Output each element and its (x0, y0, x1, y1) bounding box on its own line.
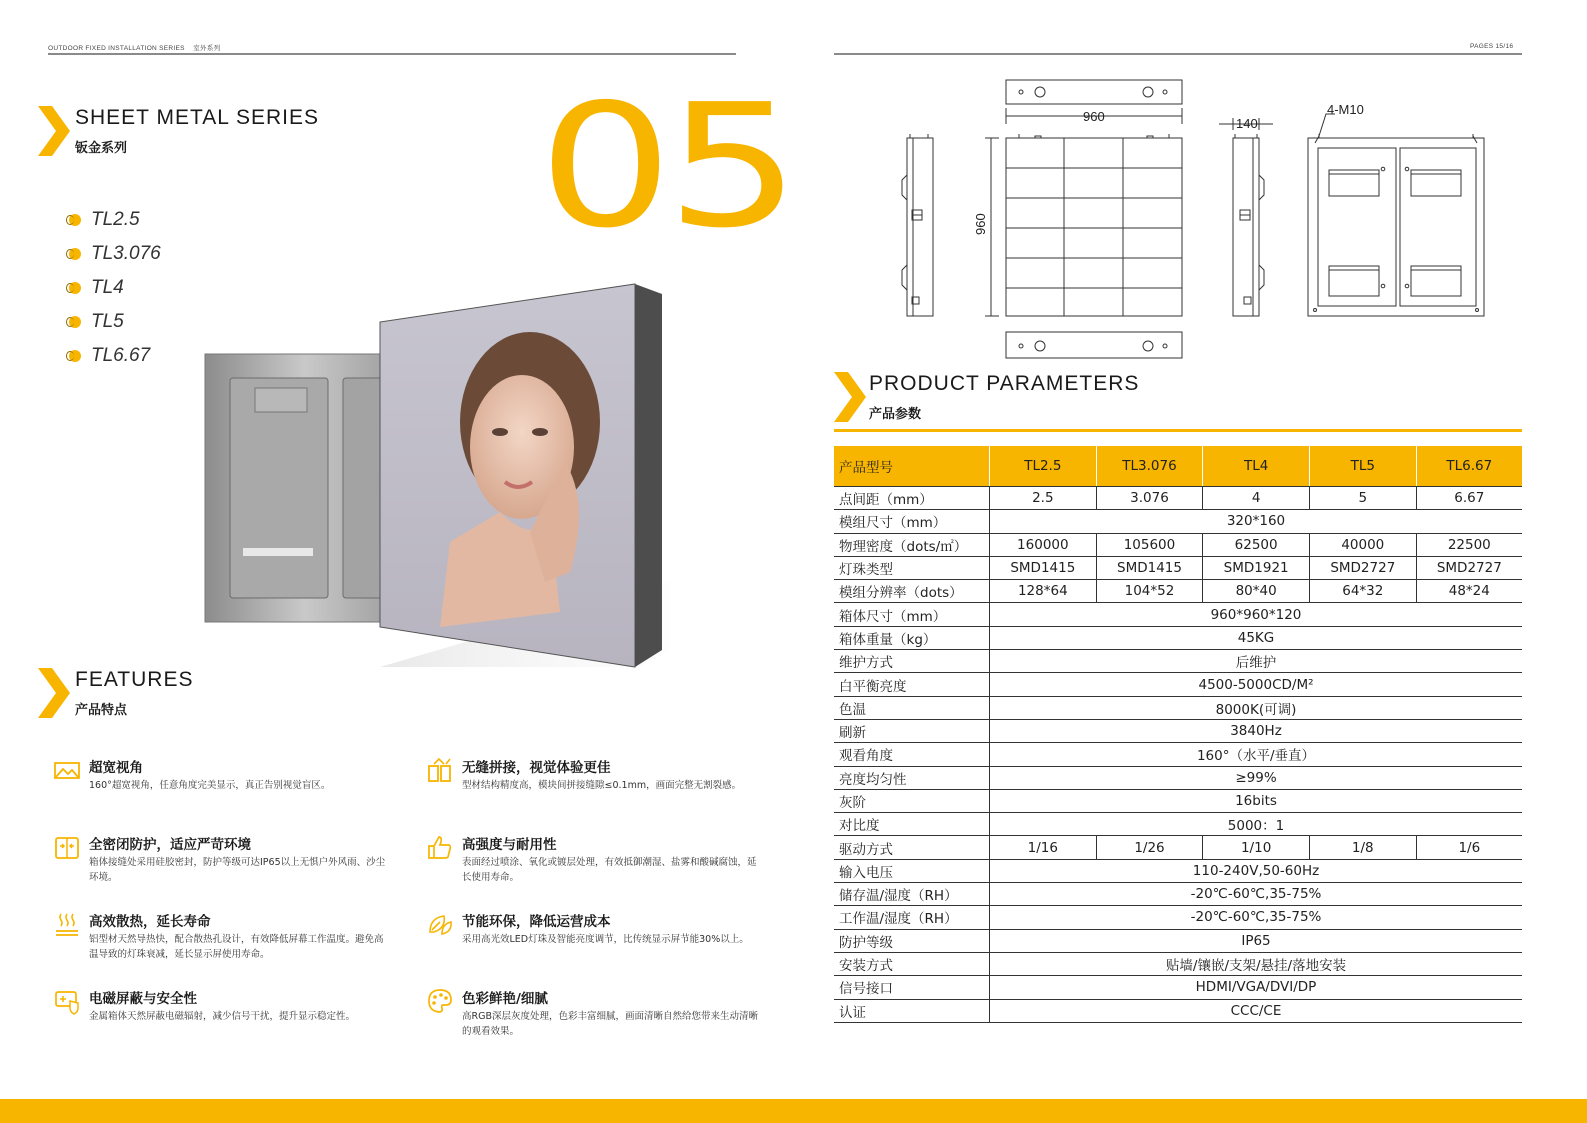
row-value: CCC/CE (990, 999, 1523, 1022)
model-list-item: TL4 (69, 277, 124, 299)
sealed-box-icon (53, 833, 81, 861)
table-row (834, 719, 1522, 742)
feature-item (426, 987, 766, 1037)
feature-title: 节能环保，降低运营成本 (462, 914, 611, 930)
row-value: 6.67 (1416, 487, 1522, 510)
row-value: 320*160 (990, 510, 1523, 533)
row-label: 物理密度（dots/㎡） (834, 533, 990, 556)
feature-title: 高强度与耐用性 (462, 837, 557, 853)
feature-item (426, 833, 766, 883)
row-value: IP65 (990, 929, 1523, 952)
header-model-cell: TL6.67 (1416, 446, 1522, 487)
bullet-icon (69, 350, 81, 362)
product-cabinet-image (200, 282, 670, 672)
table-row (834, 929, 1522, 952)
feature-title: 高效散热，延长寿命 (89, 914, 211, 930)
top-view (1006, 80, 1182, 104)
row-value: -20℃-60℃,35-75% (990, 906, 1523, 929)
row-value: 1/26 (1096, 836, 1203, 859)
row-value: 16bits (990, 789, 1523, 812)
seamless-splice-icon (426, 756, 454, 784)
table-row (834, 976, 1522, 999)
table-row (834, 952, 1522, 975)
row-label: 亮度均匀性 (834, 766, 990, 789)
table-row (834, 906, 1522, 929)
row-label: 认证 (834, 999, 990, 1022)
row-value: 160000 (990, 533, 1097, 556)
row-value: 3.076 (1096, 487, 1203, 510)
row-label: 模组尺寸（mm） (834, 510, 990, 533)
chevron-icon (834, 372, 866, 422)
technical-drawing (895, 70, 1495, 365)
row-value: 1/8 (1309, 836, 1416, 859)
row-value: SMD1415 (1096, 556, 1203, 579)
header-model-cell: TL2.5 (990, 446, 1097, 487)
row-label: 灰阶 (834, 789, 990, 812)
row-value: 4 (1203, 487, 1310, 510)
model-list-item: TL2.5 (69, 209, 140, 231)
bullet-icon (69, 214, 81, 226)
table-row (834, 673, 1522, 696)
table-row (834, 836, 1522, 859)
row-label: 模组分辨率（dots） (834, 580, 990, 603)
feature-desc: 铝型材天然导热快，配合散热孔设计，有效降低屏幕工作温度。避免高温导致的灯珠衰减，延长显示屏使用寿命。 (89, 934, 384, 960)
row-label: 对比度 (834, 813, 990, 836)
heat-dissipation-icon (53, 910, 81, 938)
model-list-item: TL5 (69, 311, 124, 333)
row-label: 灯珠类型 (834, 556, 990, 579)
table-row (834, 999, 1522, 1022)
row-value: 960*960*120 (990, 603, 1523, 626)
row-label: 白平衡亮度 (834, 673, 990, 696)
spec-table (834, 446, 1522, 1023)
model-list-item: TL3.076 (69, 243, 161, 265)
feature-item (53, 833, 393, 883)
params-title-zh: 产品参数 (869, 407, 922, 422)
params-title-en: PRODUCT PARAMETERS (869, 372, 1140, 395)
table-row (834, 789, 1522, 812)
row-value: 2.5 (990, 487, 1097, 510)
leaf-energy-icon (426, 910, 454, 938)
row-value: 贴墙/镶嵌/支架/悬挂/落地安装 (990, 952, 1523, 975)
model-list-item: TL6.67 (69, 345, 150, 367)
feature-desc: 高RGB深层灰度处理，色彩丰富细腻，画面清晰自然给您带来生动清晰的观看效果。 (462, 1011, 758, 1037)
row-label: 观看角度 (834, 743, 990, 766)
bolt-spec: 4-M10 (1327, 102, 1364, 117)
header-label-cell: 产品型号 (834, 446, 990, 487)
row-value: SMD1415 (990, 556, 1097, 579)
table-row (834, 650, 1522, 673)
row-value: 22500 (1416, 533, 1522, 556)
row-label: 箱体重量（kg） (834, 626, 990, 649)
chevron-icon (38, 106, 70, 156)
row-label: 点间距（mm） (834, 487, 990, 510)
page-number: PAGES 15/16 (1470, 43, 1514, 50)
table-row (834, 487, 1522, 510)
feature-item (53, 910, 393, 960)
row-value: 5000：1 (990, 813, 1523, 836)
header-model-cell: TL4 (1203, 446, 1310, 487)
feature-title: 全密闭防护，适应严苛环境 (89, 837, 251, 853)
row-label: 刷新 (834, 719, 990, 742)
feature-item (426, 756, 766, 806)
bullet-icon (69, 248, 81, 260)
row-value: 104*52 (1096, 580, 1203, 603)
feature-desc: 型材结构精度高，模块间拼接缝隙≤0.1mm，画面完整无割裂感。 (462, 780, 742, 791)
row-value: SMD2727 (1309, 556, 1416, 579)
table-row (834, 766, 1522, 789)
front-view (1006, 138, 1182, 316)
features-title-zh: 产品特点 (75, 703, 128, 718)
table-header-row (834, 446, 1522, 487)
table-row (834, 883, 1522, 906)
row-value: 80*40 (1203, 580, 1310, 603)
row-value: HDMI/VGA/DVI/DP (990, 976, 1523, 999)
row-value: 105600 (1096, 533, 1203, 556)
header-series-label: OUTDOOR FIXED INSTALLATION SERIES 室外系列 (48, 45, 221, 52)
width-dimension: 960 (1083, 109, 1105, 124)
row-value: 8000K(可调) (990, 696, 1523, 719)
table-row (834, 743, 1522, 766)
feature-desc: 160°超宽视角，任意角度完美显示，真正告别视觉盲区。 (89, 780, 331, 791)
row-value: 1/6 (1416, 836, 1522, 859)
height-dimension: 960 (973, 213, 988, 235)
row-label: 信号接口 (834, 976, 990, 999)
table-row (834, 813, 1522, 836)
feature-title: 电磁屏蔽与安全性 (89, 991, 197, 1007)
row-value: 160°（水平/垂直） (990, 743, 1523, 766)
row-label: 输入电压 (834, 859, 990, 882)
palette-icon (426, 987, 454, 1015)
row-value: SMD2727 (1416, 556, 1522, 579)
row-label: 储存温/湿度（RH） (834, 883, 990, 906)
row-value: -20℃-60℃,35-75% (990, 883, 1523, 906)
table-row (834, 859, 1522, 882)
feature-item (426, 910, 766, 960)
row-value: SMD1921 (1203, 556, 1310, 579)
row-value: 1/10 (1203, 836, 1310, 859)
table-row (834, 696, 1522, 719)
series-number: 05 (538, 68, 794, 266)
header-model-cell: TL5 (1309, 446, 1416, 487)
row-label: 驱动方式 (834, 836, 990, 859)
row-value: 4500-5000CD/M² (990, 673, 1523, 696)
footer-bar (0, 1099, 1587, 1123)
table-row (834, 580, 1522, 603)
feature-item (53, 756, 393, 806)
series-title-zh: 钣金系列 (75, 141, 128, 156)
bullet-icon (69, 316, 81, 328)
row-value: 110-240V,50-60Hz (990, 859, 1523, 882)
row-value: 62500 (1203, 533, 1310, 556)
table-row (834, 556, 1522, 579)
row-value: 45KG (990, 626, 1523, 649)
feature-item (53, 987, 393, 1037)
row-value: 128*64 (990, 580, 1097, 603)
row-value: 后维护 (990, 650, 1523, 673)
features-title-en: FEATURES (75, 668, 194, 691)
row-value: 5 (1309, 487, 1416, 510)
series-title-en: SHEET METAL SERIES (75, 106, 320, 129)
shield-plus-icon (53, 987, 81, 1015)
table-row (834, 533, 1522, 556)
header-model-cell: TL3.076 (1096, 446, 1203, 487)
feature-title: 超宽视角 (89, 760, 143, 776)
table-row (834, 603, 1522, 626)
chevron-icon (38, 668, 70, 718)
table-row (834, 626, 1522, 649)
bullet-icon (69, 282, 81, 294)
row-value: 48*24 (1416, 580, 1522, 603)
feature-desc: 箱体接缝处采用硅胶密封，防护等级可达IP65以上无惧户外风雨、沙尘环境。 (89, 857, 386, 883)
feature-title: 色彩鲜艳/细腻 (462, 991, 548, 1007)
row-label: 防护等级 (834, 929, 990, 952)
row-label: 维护方式 (834, 650, 990, 673)
depth-dimension: 140 (1236, 116, 1258, 131)
row-label: 工作温/湿度（RH） (834, 906, 990, 929)
header-rule-right (834, 53, 1522, 55)
row-label: 安装方式 (834, 952, 990, 975)
thumbs-up-icon (426, 833, 454, 861)
feature-desc: 采用高光效LED灯珠及智能亮度调节，比传统显示屏节能30%以上。 (462, 934, 749, 945)
table-row (834, 510, 1522, 533)
landscape-image-icon (53, 756, 81, 784)
row-label: 色温 (834, 696, 990, 719)
row-label: 箱体尺寸（mm） (834, 603, 990, 626)
row-value: ≥99% (990, 766, 1523, 789)
feature-desc: 金属箱体天然屏蔽电磁辐射，减少信号干扰，提升显示稳定性。 (89, 1011, 356, 1022)
feature-desc: 表面经过喷涂、氧化或镀层处理，有效抵御潮湿、盐雾和酸碱腐蚀，延长使用寿命。 (462, 857, 757, 883)
row-value: 1/16 (990, 836, 1097, 859)
feature-title: 无缝拼接，视觉体验更佳 (462, 760, 611, 776)
row-value: 64*32 (1309, 580, 1416, 603)
header-rule-left (48, 53, 736, 55)
row-value: 3840Hz (990, 719, 1523, 742)
params-rule (834, 429, 1522, 432)
row-value: 40000 (1309, 533, 1416, 556)
